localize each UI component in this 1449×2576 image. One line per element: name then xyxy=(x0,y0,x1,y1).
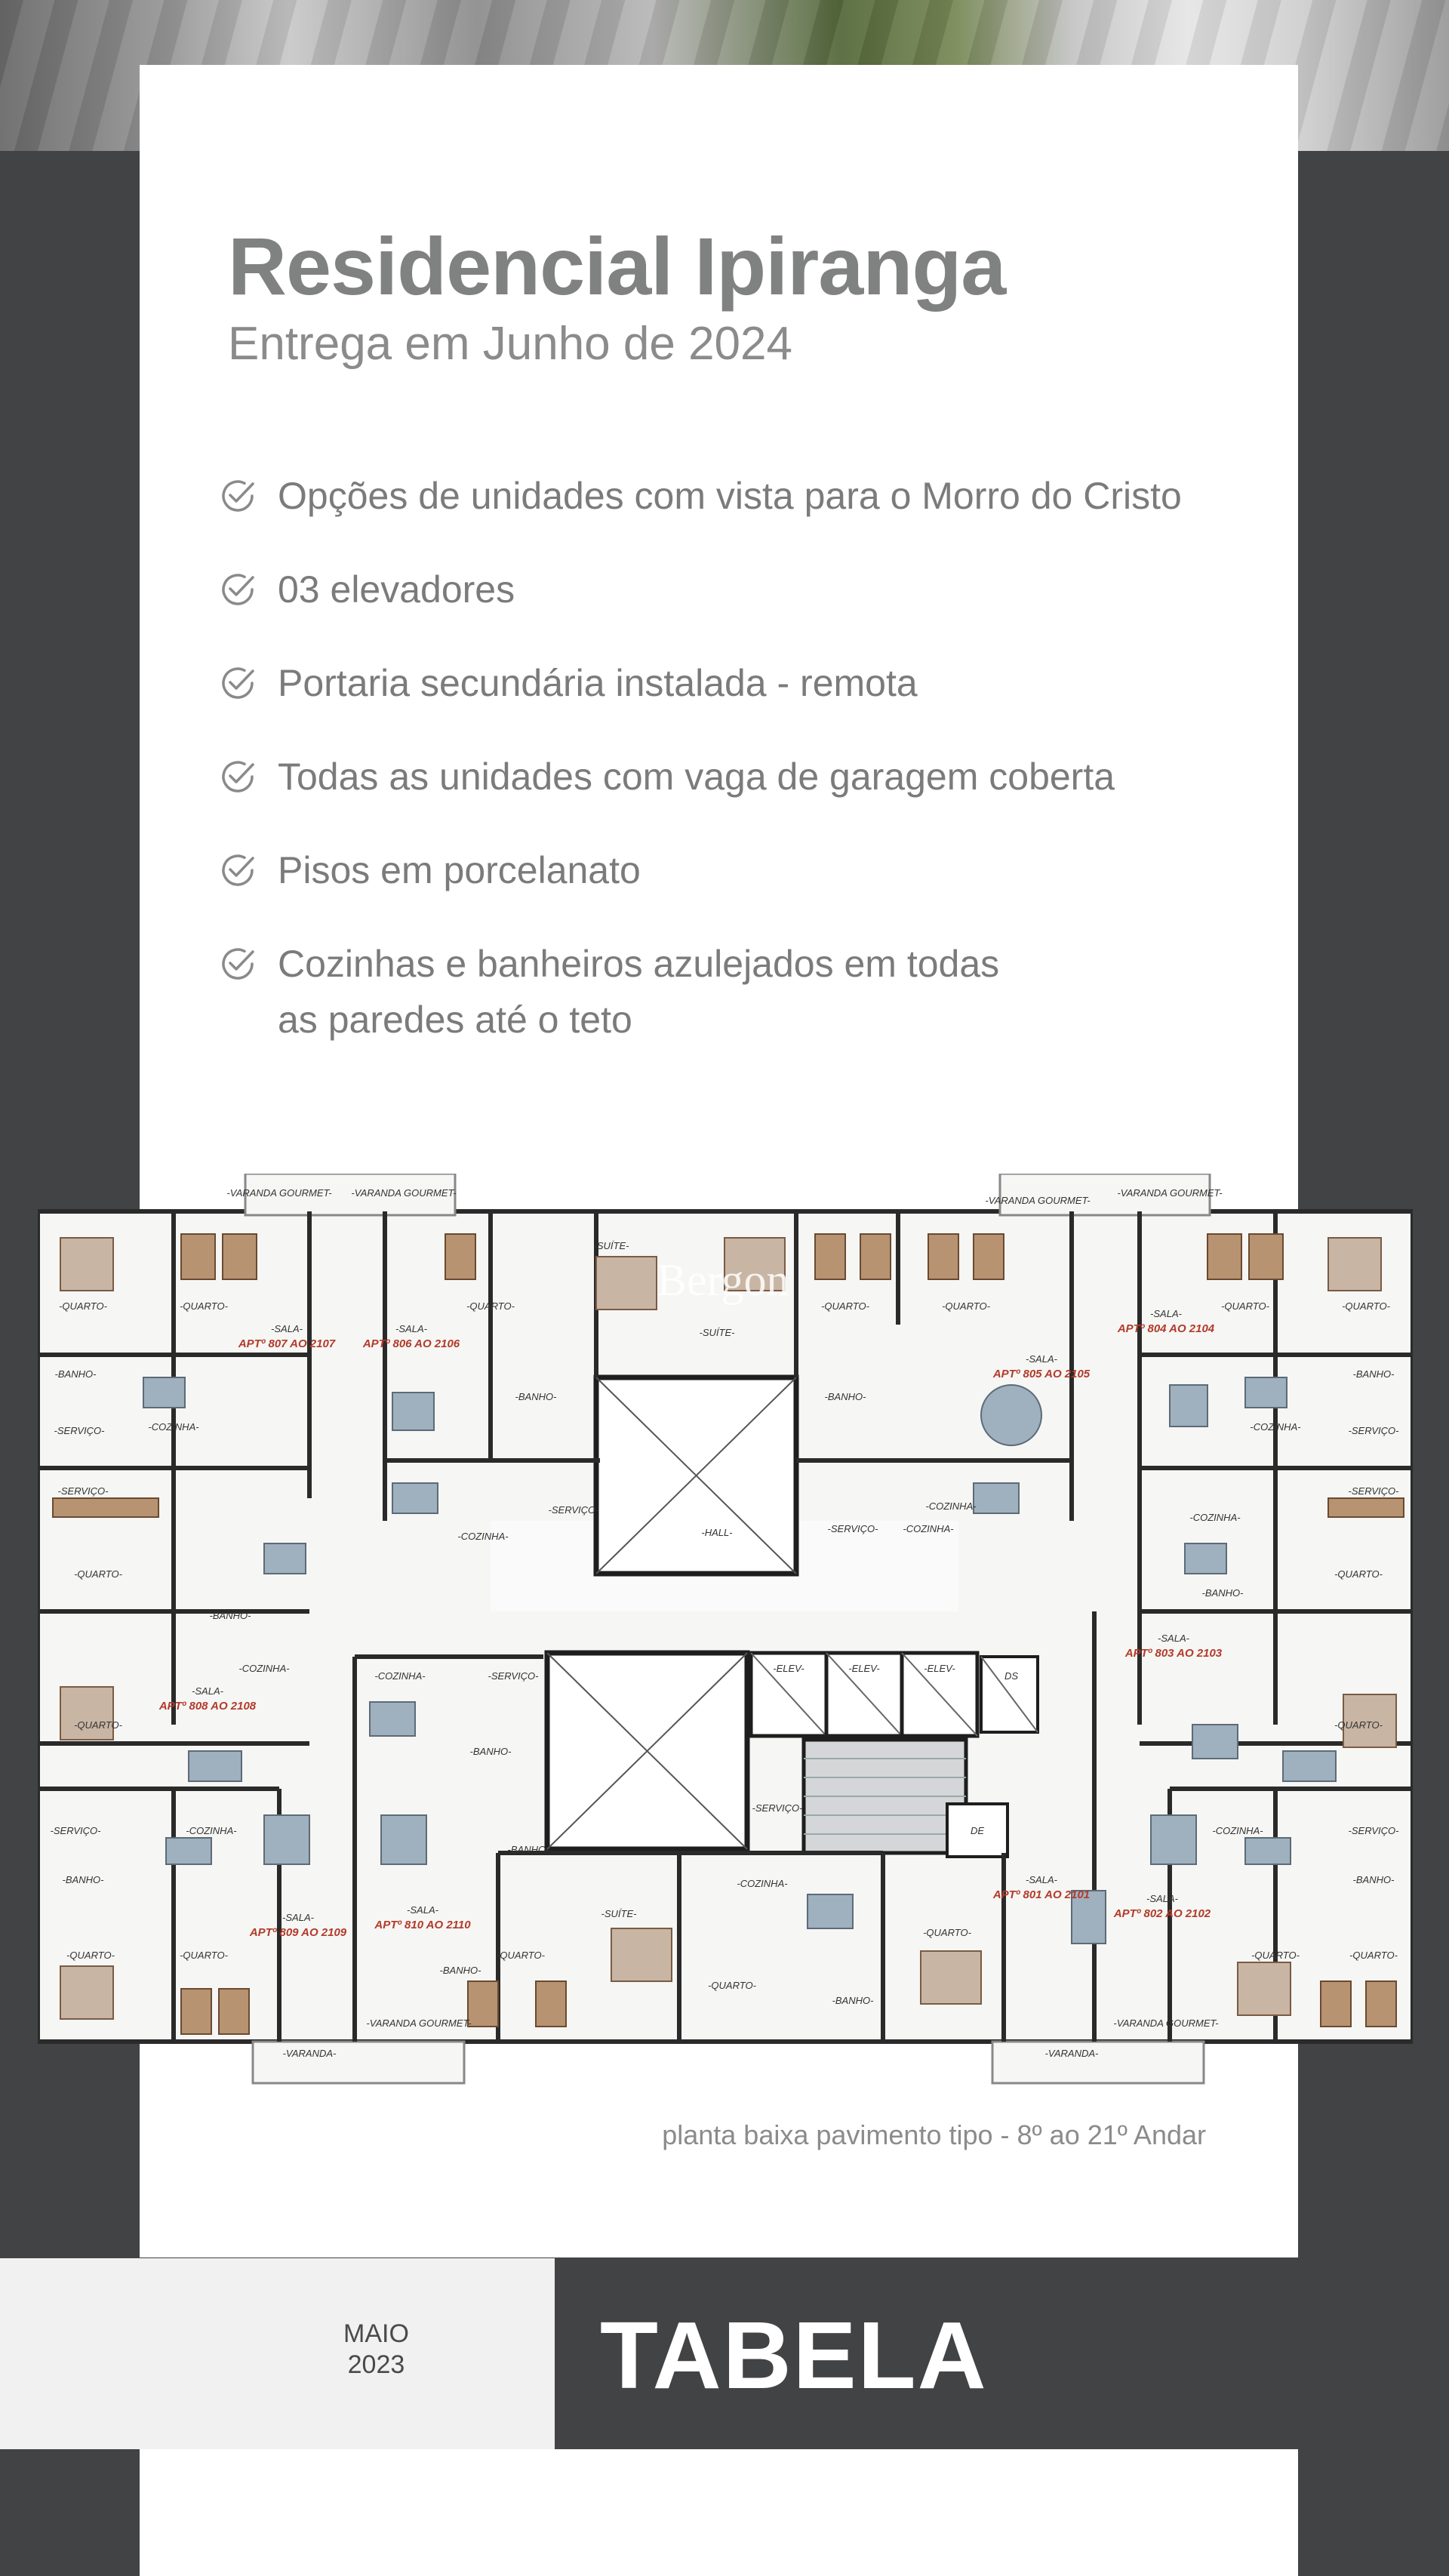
plan-label-varanda-gourmet: -VARANDA GOURMET- xyxy=(351,1187,457,1199)
plan-label-varanda-gourmet: -VARANDA GOURMET- xyxy=(1113,2017,1219,2029)
plan-caption: planta baixa pavimento tipo - 8º ao 21º Andar xyxy=(662,2119,1206,2150)
page-subtitle: Entrega em Junho de 2024 xyxy=(228,318,792,370)
apt-label: APTº 806 AO 2106 xyxy=(362,1337,460,1350)
feature-item xyxy=(219,842,1275,898)
plan-label-varanda: -VARANDA- xyxy=(1044,2048,1099,2059)
date-year: 2023 xyxy=(347,2350,405,2379)
plan-label-banho: -BANHO- xyxy=(832,1995,874,2006)
plan-label-sala: -SALA- xyxy=(395,1323,427,1334)
plan-label-de: DE xyxy=(970,1825,985,1836)
apt-label: APTº 802 AO 2102 xyxy=(1113,1907,1211,1920)
plan-label-quarto: -QUARTO- xyxy=(180,1300,228,1312)
plan-label-servico: -SERVIÇO- xyxy=(752,1802,803,1814)
apt-label: APTº 810 AO 2110 xyxy=(374,1919,471,1931)
plan-label-sala: -SALA- xyxy=(1146,1893,1178,1904)
plan-label-banho: -BANHO- xyxy=(209,1610,251,1621)
plan-label-varanda-gourmet: -VARANDA GOURMET- xyxy=(1117,1187,1223,1199)
feature-text: Todas as unidades com vaga de garagem coberta xyxy=(278,756,1115,798)
date-month: MAIO xyxy=(343,2319,409,2348)
plan-label-elev: -ELEV- xyxy=(773,1663,804,1674)
plan-label-elev: -ELEV- xyxy=(924,1663,955,1674)
plan-label-servico: -SERVIÇO- xyxy=(1348,1425,1399,1436)
feature-text: 03 elevadores xyxy=(278,568,515,611)
plan-label-sala: -SALA- xyxy=(192,1685,223,1697)
check-circle-icon xyxy=(219,664,257,702)
plan-label-sala: -SALA- xyxy=(282,1912,314,1923)
plan-label-cozinha: -COZINHA- xyxy=(148,1421,199,1433)
plan-label-banho: -BANHO- xyxy=(439,1965,481,1976)
page-title: Residencial Ipiranga xyxy=(228,220,1006,312)
plan-label-quarto: -QUARTO- xyxy=(59,1300,107,1312)
plan-label-banho: -BANHO- xyxy=(515,1391,557,1402)
plan-label-servico: -SERVIÇO- xyxy=(1348,1485,1399,1497)
plan-label-quarto: -QUARTO- xyxy=(66,1950,115,1961)
plan-label-quarto: -QUARTO- xyxy=(708,1980,756,1991)
feature-text: Cozinhas e banheiros azulejados em todas as paredes até o teto xyxy=(278,943,1000,1041)
apt-label: APTº 804 AO 2104 xyxy=(1117,1322,1215,1335)
date-band xyxy=(0,2258,555,2449)
plan-label-quarto: -QUARTO- xyxy=(1221,1300,1269,1312)
plan-label-servico: -SERVIÇO- xyxy=(50,1825,101,1836)
plan-label-sala: -SALA- xyxy=(271,1323,303,1334)
apt-label: APTº 805 AO 2105 xyxy=(992,1368,1091,1380)
plan-label-elev: -ELEV- xyxy=(848,1663,880,1674)
plan-label-servico: -SERVIÇO- xyxy=(54,1425,105,1436)
plan-label-quarto: -QUARTO- xyxy=(74,1719,122,1731)
feature-text: Opções de unidades com vista para o Morro do Cristo xyxy=(278,475,1182,517)
plan-label-quarto: -QUARTO- xyxy=(497,1950,545,1961)
plan-label-banho: -BANHO- xyxy=(469,1746,512,1757)
plan-label-cozinha: -COZINHA- xyxy=(1212,1825,1263,1836)
floor-plan xyxy=(38,1174,1413,2087)
plan-label-quarto: -QUARTO- xyxy=(74,1568,122,1580)
date-label xyxy=(343,2319,409,2381)
feature-item xyxy=(219,562,1275,617)
plan-label-sala: -SALA- xyxy=(407,1904,438,1916)
plan-label-suite: -SUÍTE- xyxy=(699,1327,735,1338)
plan-label-quarto: -QUARTO- xyxy=(942,1300,990,1312)
plan-label-sala: -SALA- xyxy=(1026,1874,1057,1885)
feature-item xyxy=(219,749,1275,805)
feature-item xyxy=(219,936,1032,1048)
plan-label-cozinha: -COZINHA- xyxy=(737,1878,788,1889)
plan-label-cozinha: -COZINHA- xyxy=(1189,1512,1241,1523)
plan-label-banho: -BANHO- xyxy=(54,1368,97,1380)
plan-label-banho: -BANHO- xyxy=(1352,1874,1395,1885)
plan-label-suite: -SUÍTE- xyxy=(601,1908,637,1919)
plan-label-servico: -SERVIÇO- xyxy=(57,1485,109,1497)
plan-label-cozinha: -COZINHA- xyxy=(903,1523,954,1534)
plan-label-quarto: -QUARTO- xyxy=(923,1927,971,1938)
plan-label-varanda-gourmet: -VARANDA GOURMET- xyxy=(226,1187,332,1199)
plan-label-servico: -SERVIÇO- xyxy=(548,1504,599,1516)
plan-label-varanda: -VARANDA- xyxy=(282,2048,337,2059)
check-circle-icon xyxy=(219,571,257,608)
plan-label-ds: DS xyxy=(1004,1670,1019,1682)
check-circle-icon xyxy=(219,945,257,983)
check-circle-icon xyxy=(219,477,257,515)
plan-label-sala: -SALA- xyxy=(1150,1308,1182,1319)
tabela-heading: TABELA xyxy=(600,2302,988,2408)
check-circle-icon xyxy=(219,851,257,889)
plan-label-banho: -BANHO- xyxy=(1352,1368,1395,1380)
plan-label-servico: -SERVIÇO- xyxy=(827,1523,878,1534)
plan-label-quarto: -QUARTO- xyxy=(180,1950,228,1961)
plan-label-varanda-gourmet: -VARANDA GOURMET- xyxy=(366,2017,472,2029)
watermark-logo: Bergon xyxy=(657,1255,789,1305)
content-card-lower xyxy=(140,2449,1298,2576)
plan-label-cozinha: -COZINHA- xyxy=(457,1531,509,1542)
plan-label-cozinha: -COZINHA- xyxy=(238,1663,290,1674)
plan-label-quarto: -QUARTO- xyxy=(1334,1568,1383,1580)
plan-label-sala: -SALA- xyxy=(1158,1633,1189,1644)
plan-label-varanda-gourmet: -VARANDA GOURMET- xyxy=(985,1195,1091,1206)
check-circle-icon xyxy=(219,758,257,796)
feature-item xyxy=(219,468,1275,524)
plan-label-quarto: -QUARTO- xyxy=(1349,1950,1398,1961)
plan-label-cozinha: -COZINHA- xyxy=(1250,1421,1301,1433)
plan-label-sala: -SALA- xyxy=(1026,1353,1057,1365)
apt-label: APTº 803 AO 2103 xyxy=(1124,1647,1223,1660)
plan-label-banho: -BANHO- xyxy=(62,1874,104,1885)
plan-label-quarto: -QUARTO- xyxy=(1342,1300,1390,1312)
feature-text: Pisos em porcelanato xyxy=(278,849,641,891)
apt-label: APTº 809 AO 2109 xyxy=(249,1926,347,1939)
plan-label-cozinha: -COZINHA- xyxy=(925,1500,977,1512)
plan-label-banho: -BANHO- xyxy=(1201,1587,1244,1599)
apt-label: APTº 807 AO 2107 xyxy=(238,1337,336,1350)
plan-label-servico: -SERVIÇO- xyxy=(488,1670,539,1682)
apt-label: APTº 808 AO 2108 xyxy=(158,1700,257,1713)
plan-label-suite: -SUÍTE- xyxy=(593,1240,629,1251)
plan-label-quarto: -QUARTO- xyxy=(1251,1950,1300,1961)
plan-label-cozinha: -COZINHA- xyxy=(374,1670,426,1682)
feature-item xyxy=(219,655,1275,711)
feature-list xyxy=(219,468,1275,1085)
plan-label-quarto: -QUARTO- xyxy=(466,1300,515,1312)
plan-label-quarto: -QUARTO- xyxy=(821,1300,869,1312)
apt-label: APTº 801 AO 2101 xyxy=(992,1888,1091,1901)
plan-label-hall: -HALL- xyxy=(701,1527,733,1538)
feature-text: Portaria secundária instalada - remota xyxy=(278,662,918,704)
plan-label-banho: -BANHO- xyxy=(507,1844,549,1855)
plan-label-quarto: -QUARTO- xyxy=(1334,1719,1383,1731)
plan-label-servico: -SERVIÇO- xyxy=(1348,1825,1399,1836)
plan-label-banho: -BANHO- xyxy=(824,1391,866,1402)
plan-label-cozinha: -COZINHA- xyxy=(186,1825,237,1836)
